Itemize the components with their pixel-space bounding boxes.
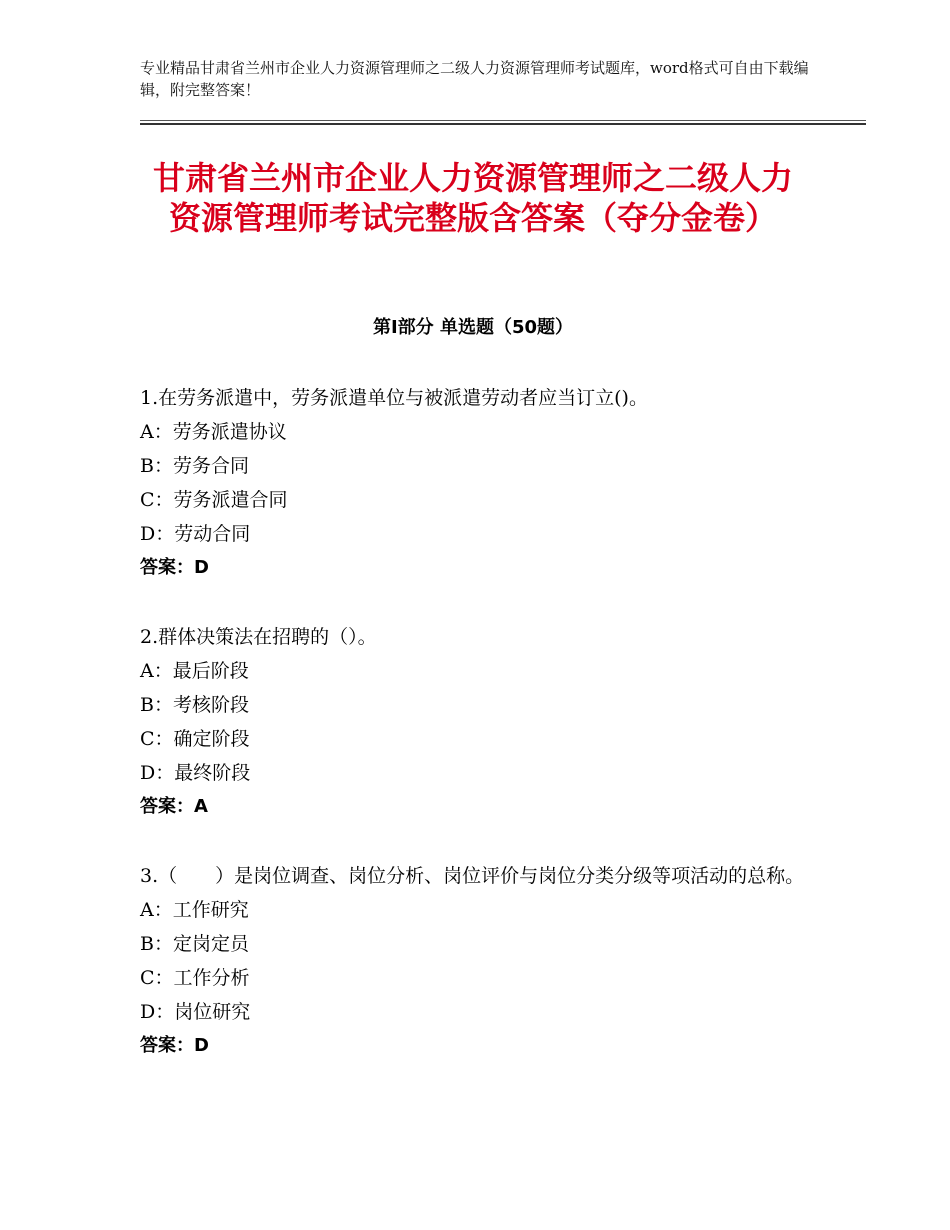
question-stem: 3.（ ）是岗位调查、岗位分析、岗位评价与岗位分类分级等项活动的总称。 bbox=[140, 865, 805, 887]
question-list bbox=[140, 382, 820, 1099]
option-c: C：确定阶段 bbox=[140, 728, 250, 750]
option-c: C：工作分析 bbox=[140, 967, 250, 989]
section-heading: 第Ⅰ部分 单选题（50题） bbox=[372, 317, 573, 338]
option-b: B：定岗定员 bbox=[140, 933, 249, 955]
option-d: D：最终阶段 bbox=[140, 762, 251, 784]
question-stem: 1.在劳务派遣中，劳务派遣单位与被派遣劳动者应当订立()。 bbox=[140, 387, 648, 409]
option-a: A：工作研究 bbox=[140, 899, 249, 921]
question-stem: 2.群体决策法在招聘的（）。 bbox=[140, 626, 377, 648]
answer-line: 答案：D bbox=[140, 557, 209, 578]
header-rule-thick bbox=[140, 123, 866, 125]
header-rule-thin bbox=[140, 120, 866, 121]
question-2 bbox=[140, 621, 820, 824]
question-3 bbox=[140, 860, 820, 1063]
option-b: B：劳务合同 bbox=[140, 455, 249, 477]
answer-line: 答案：A bbox=[140, 796, 208, 817]
option-a: A：最后阶段 bbox=[140, 660, 249, 682]
option-a: A：劳务派遣协议 bbox=[140, 421, 287, 443]
question-1 bbox=[140, 382, 820, 585]
option-b: B：考核阶段 bbox=[140, 694, 249, 716]
option-d: D：岗位研究 bbox=[140, 1001, 251, 1023]
header-note: 专业精品甘肃省兰州市企业人力资源管理师之二级人力资源管理师考试题库，word格式可自由下载编辑，附完整答案！ bbox=[140, 59, 809, 99]
option-c: C：劳务派遣合同 bbox=[140, 489, 288, 511]
document-title: 甘肃省兰州市企业人力资源管理师之二级人力资源管理师考试完整版含答案（夺分金卷） bbox=[152, 159, 793, 237]
option-d: D：劳动合同 bbox=[140, 523, 251, 545]
answer-line: 答案：D bbox=[140, 1035, 209, 1056]
